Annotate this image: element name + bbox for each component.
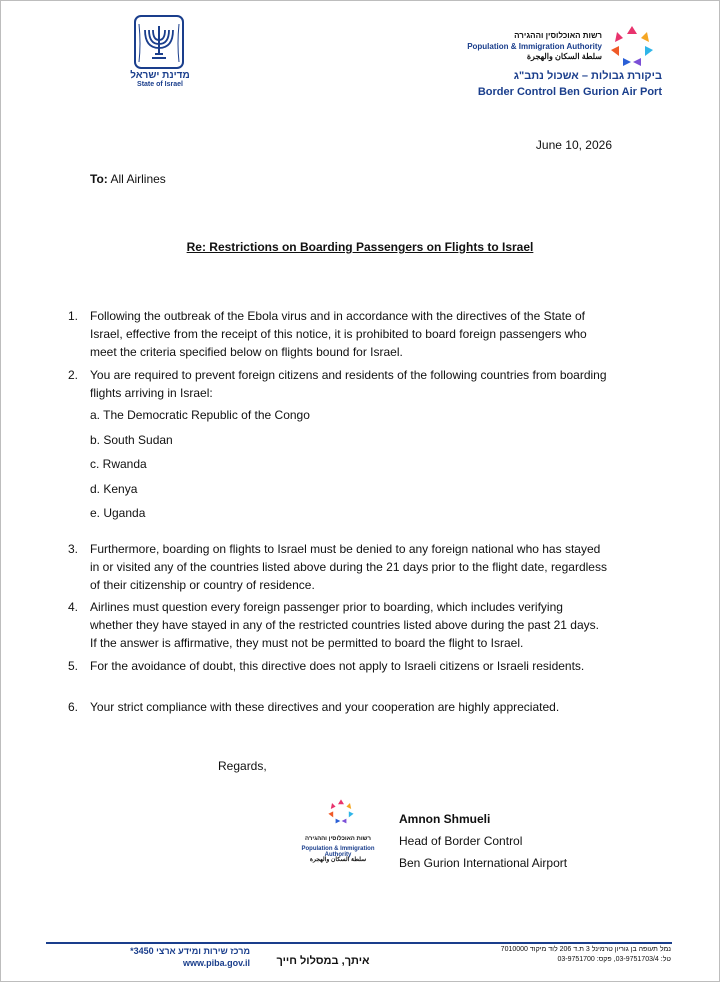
authority-name-english: Population & Immigration Authority xyxy=(467,42,602,51)
item-text: Furthermore, boarding on flights to Israel must be denied to any foreign national who has stayed in or visited any of the countries listed above during the 21 days prior to the flight date, regardless of their citizenship or country of residence. xyxy=(90,542,607,592)
item-number: 5. xyxy=(68,659,79,673)
footer-service-phone: מרכז שירות ומידע ארצי 3450* xyxy=(130,946,250,956)
country-item: c. Rwanda xyxy=(90,457,147,471)
list-item xyxy=(68,540,608,594)
unit-name-hebrew: ביקורת גבולות – אשכול נתב"ג xyxy=(513,70,662,82)
item-number: 4. xyxy=(68,600,79,614)
footer-slogan: איתך, במסלול חייך xyxy=(276,955,370,967)
list-item xyxy=(68,657,608,675)
item-text: Airlines must question every foreign passenger prior to boarding, which includes verifying whether they have stayed in any of the restricted countries listed above during the past 21 days. If the answer is affirmative, they must not be permitted to board the flight to Israel. xyxy=(90,600,599,650)
list-item xyxy=(68,307,608,361)
item-number: 2. xyxy=(68,368,79,382)
list-item xyxy=(68,598,608,652)
item-number: 3. xyxy=(68,542,79,556)
closing-regards: Regards, xyxy=(218,759,267,773)
item-text: Your strict compliance with these directives and your cooperation are highly appreciated. xyxy=(90,700,560,714)
authority-star-logo-icon xyxy=(607,22,657,72)
footer-divider xyxy=(46,942,672,944)
item-number: 6. xyxy=(68,700,79,714)
list-item xyxy=(68,698,608,716)
item-text: Following the outbreak of the Ebola virus and in accordance with the directives of the State of Israel, effective from the receipt of this notice, it is prohibited to board foreign passengers who meet the criteria specified below on flights bound for Israel. xyxy=(90,309,587,359)
signatory-name: Amnon Shmueli xyxy=(399,812,491,826)
recipient-label: To: xyxy=(90,172,108,186)
signature-logo-arabic: سلطة السكان والهجرة xyxy=(309,857,367,863)
signatory-title: Head of Border Control xyxy=(399,834,523,848)
footer-website-link[interactable]: www.piba.gov.il xyxy=(182,958,250,968)
menorah-emblem-icon xyxy=(133,14,185,70)
item-text: You are required to prevent foreign citizens and residents of the following countries from boarding flights arriving in Israel: xyxy=(90,368,607,400)
list-item xyxy=(68,366,608,402)
country-item: d. Kenya xyxy=(90,482,138,496)
footer-address: נמל תעופה בן גוריון טרמינל 3 ת.ד 206 לוד מיקוד 7010000 xyxy=(500,946,671,953)
footer-tel-fax: טל: 03-9751703/4, פקס: 03-9751700 xyxy=(557,956,671,963)
unit-name-english: Border Control Ben Gurion Air Port xyxy=(477,86,662,98)
recipient-value: All Airlines xyxy=(110,172,166,186)
letter-date: June 10, 2026 xyxy=(535,138,612,152)
authority-name-hebrew: רשות האוכלוסין וההגירה xyxy=(514,31,602,40)
country-item: a. The Democratic Republic of the Congo xyxy=(90,408,310,422)
authority-name-arabic: سلطة السكان والهجرة xyxy=(526,52,602,61)
item-text: For the avoidance of doubt, this directive does not apply to Israeli citizens or Israeli residents. xyxy=(90,659,585,673)
signatory-location: Ben Gurion International Airport xyxy=(399,856,568,870)
signature-logo-hebrew: רשות האוכלוסין וההגירה xyxy=(305,836,371,842)
state-name-hebrew: מדינת ישראל xyxy=(130,70,190,81)
letter-subject: Re: Restrictions on Boarding Passengers on Flights to Israel xyxy=(186,240,534,254)
country-item: b. South Sudan xyxy=(90,433,173,447)
item-number: 1. xyxy=(68,309,79,323)
signature-logo-english: Population & Immigration Authority xyxy=(301,846,375,858)
state-name-english: State of Israel xyxy=(137,81,183,88)
recipient-line xyxy=(90,172,166,186)
authority-star-logo-icon xyxy=(326,796,356,828)
country-item: e. Uganda xyxy=(90,506,146,520)
